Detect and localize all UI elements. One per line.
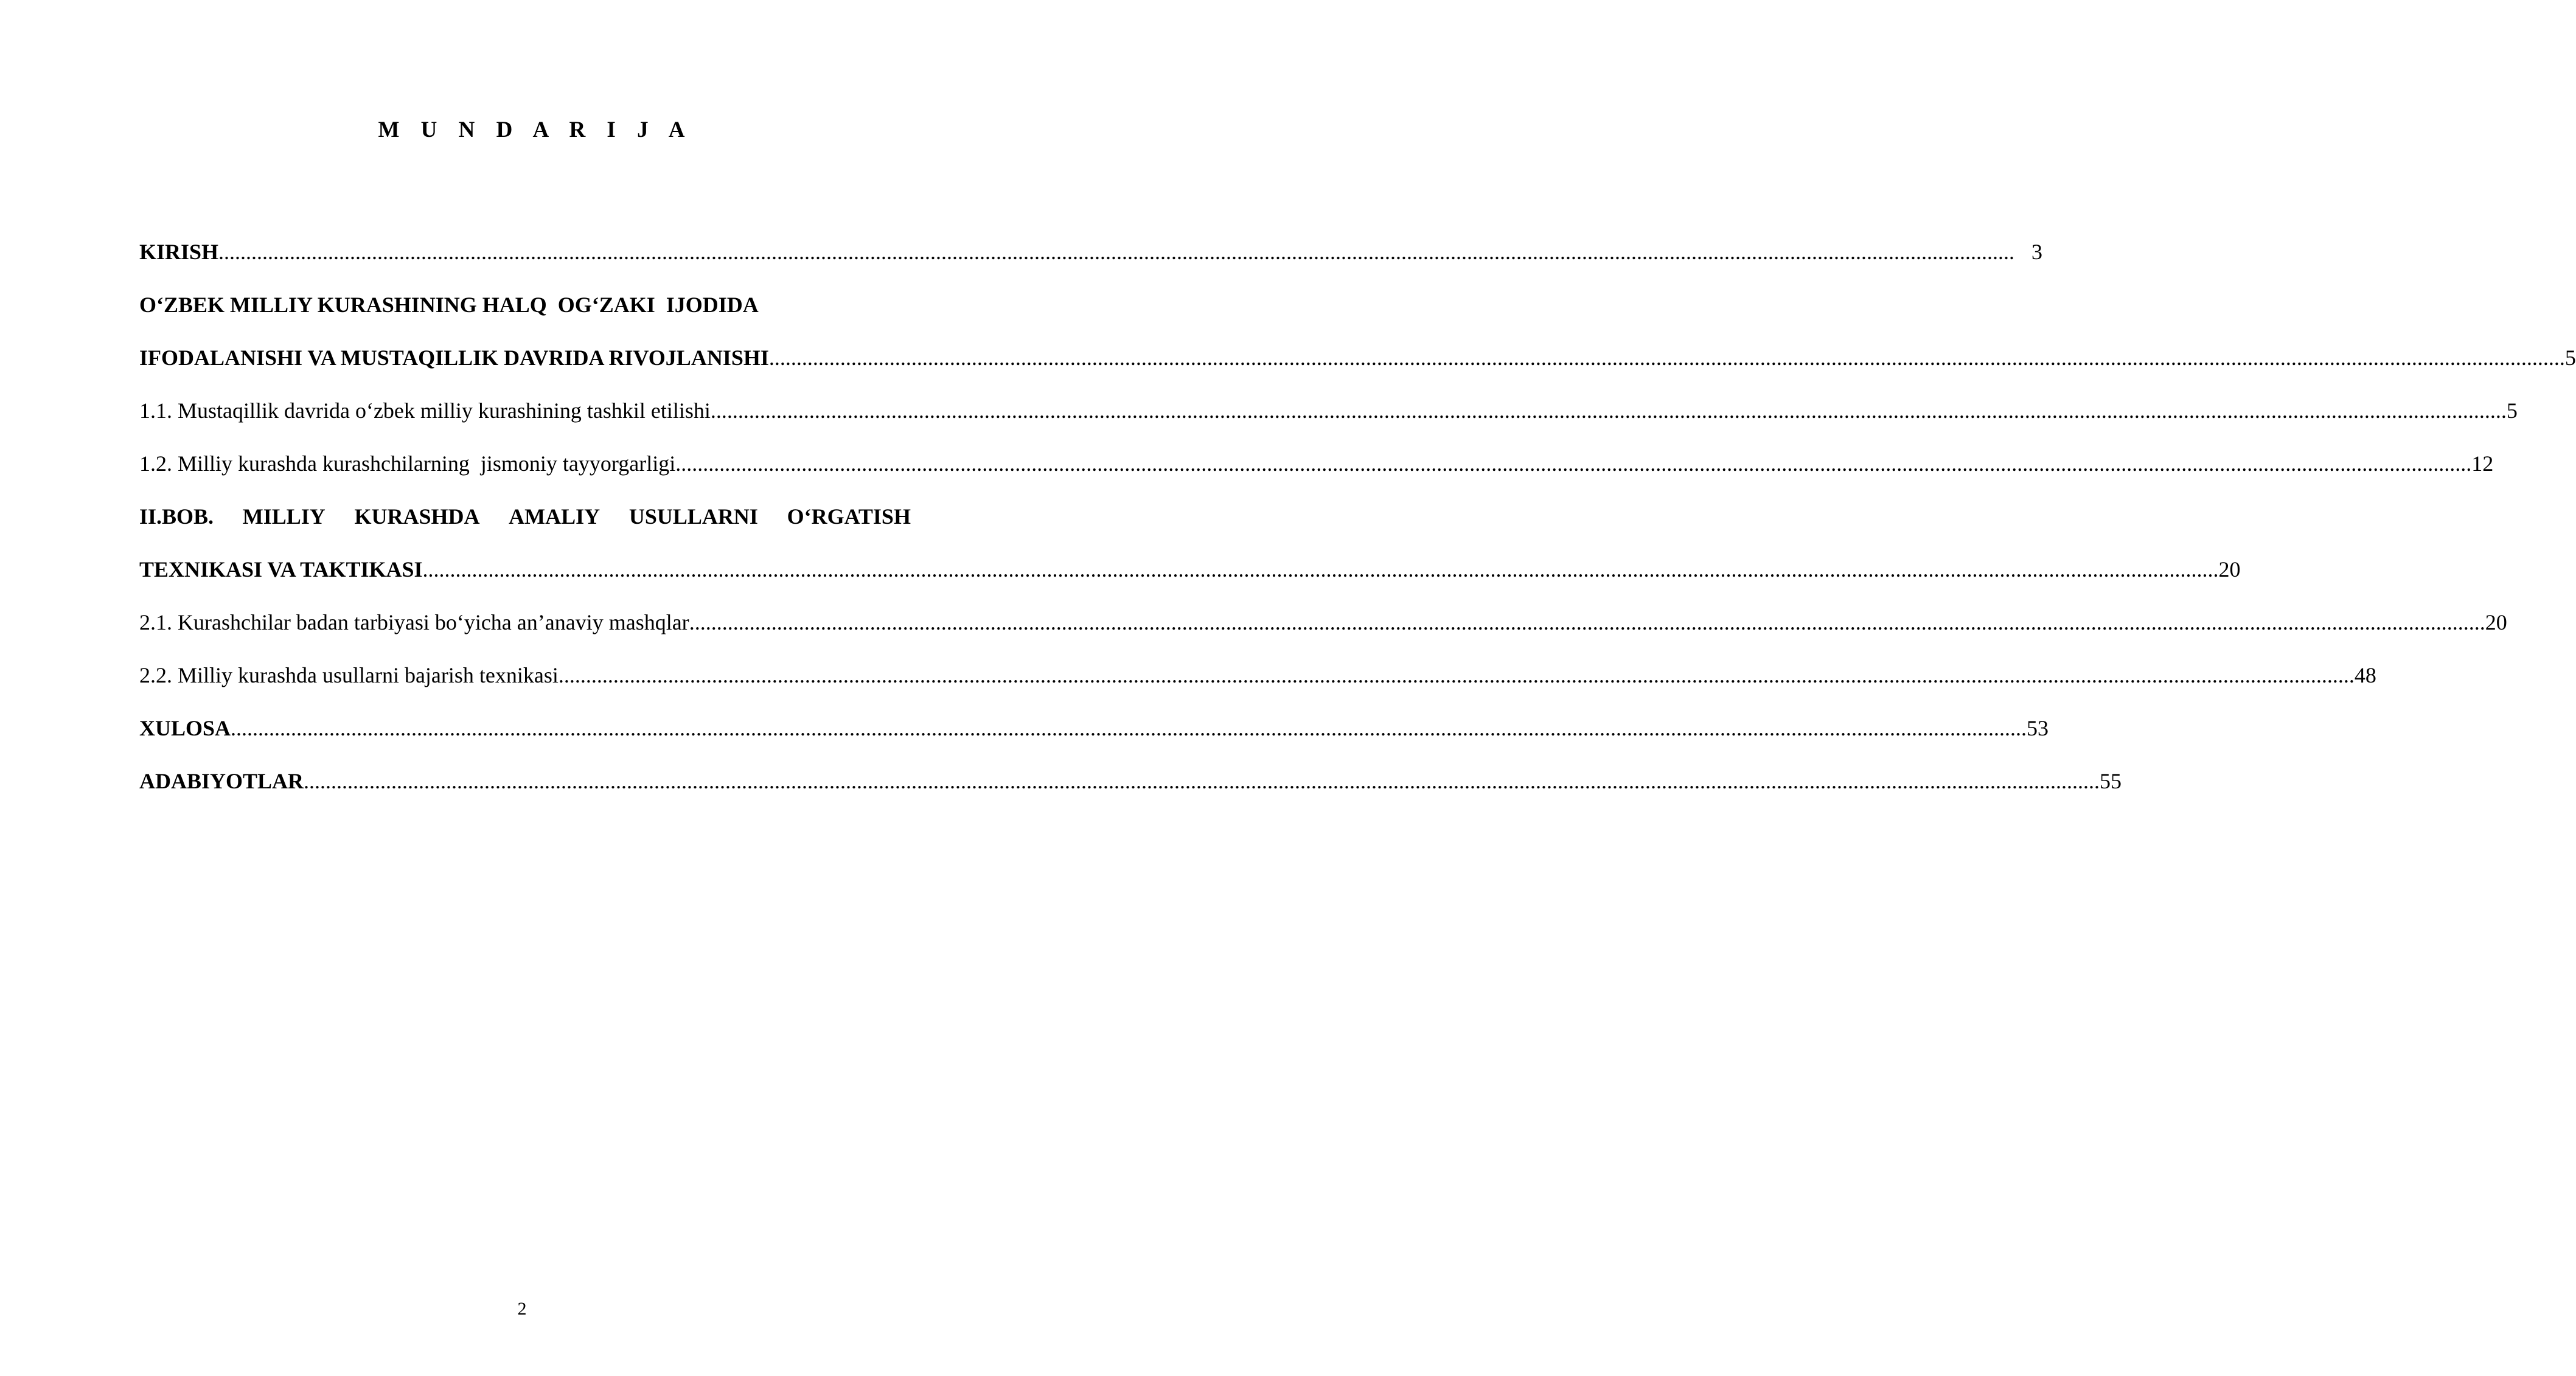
toc-leader-dots: ........................................................................................................................................................................................................................................................................................................................................ [710, 398, 2507, 423]
toc-page-number: 12 [2471, 451, 2494, 476]
toc-entry-text: 1.2. Milliy kurashda kurashchilarning jismoniy tayyorgarligi [139, 451, 676, 476]
toc-word: II.BOB. [139, 504, 214, 529]
toc-word: KURASHDA [354, 504, 480, 529]
toc-entry-text: KIRISH [139, 240, 219, 264]
toc-page-number: 55 [2100, 769, 2122, 793]
toc-entry-text: 2.1. Kurashchilar badan tarbiyasi bo‘yicha an’anaviy mashqlar [139, 610, 689, 634]
table-of-contents [139, 238, 2576, 821]
toc-entry-section-2-2 [139, 662, 2376, 715]
toc-entry-section-2-1 [139, 609, 2507, 662]
page-title: M U N D A R I J A [378, 117, 693, 142]
toc-entry-xulosa [139, 715, 2049, 768]
toc-page-number: 48 [2354, 663, 2376, 687]
toc-entry-text: 1.1. Mustaqillik davrida o‘zbek milliy kurashining tashkil etilishi [139, 398, 711, 423]
toc-word: USULLARNI [628, 504, 758, 529]
toc-leader-dots: ........................................................................................................................................................................................................................................................................................................................................ [768, 346, 2565, 370]
toc-chapter1-line1 [139, 291, 912, 344]
toc-word: MILLIY [242, 504, 325, 529]
page-number: 2 [517, 1299, 527, 1319]
toc-word: O‘RGATISH [787, 504, 911, 529]
toc-page-number: 5 [2564, 346, 2576, 370]
toc-entry-section-1-2 [139, 450, 2494, 503]
toc-page-number: 53 [2027, 716, 2049, 740]
toc-chapter2-line1 [139, 503, 911, 556]
toc-leader-dots: ........................................................................................................................................................................................................................................................................................................................................ [675, 451, 2472, 476]
toc-entry-kirish [139, 238, 2043, 291]
toc-entry-text: XULOSA [139, 716, 231, 740]
toc-entry-text: IFODALANISHI VA MUSTAQILLIK DAVRIDA RIVOJLANISHI [139, 346, 769, 370]
toc-entry-text: TEXNIKASI VA TAKTIKASI [139, 557, 423, 582]
toc-leader-dots: ........................................................................................................................................................................................................................................................................................................................................ [218, 240, 2015, 264]
toc-page-number: 5 [2506, 398, 2518, 423]
toc-entry-adabiyotlar [139, 768, 2122, 821]
toc-entry-text: ADABIYOTLAR [139, 769, 304, 793]
toc-leader-dots: ........................................................................................................................................................................................................................................................................................................................................ [689, 610, 2485, 634]
toc-entry-chapter2 [139, 556, 2241, 609]
toc-entry-section-1-1 [139, 397, 2518, 450]
toc-entry-chapter1 [139, 344, 2576, 397]
toc-leader-dots: ........................................................................................................................................................................................................................................................................................................................................ [422, 557, 2219, 582]
toc-leader-dots: ........................................................................................................................................................................................................................................................................................................................................ [304, 769, 2100, 793]
toc-entry-text: 2.2. Milliy kurashda usullarni bajarish texnikasi [139, 663, 559, 687]
toc-leader-dots: ........................................................................................................................................................................................................................................................................................................................................ [231, 716, 2027, 740]
toc-leader-dots: ........................................................................................................................................................................................................................................................................................................................................ [558, 663, 2355, 687]
toc-page-number: 20 [2485, 610, 2507, 634]
toc-page-number: 20 [2218, 557, 2241, 582]
toc-word: AMALIY [509, 504, 600, 529]
toc-page-number: 3 [2031, 240, 2043, 264]
toc-entry-text: O‘ZBEK MILLIY KURASHINING HALQ OG‘ZAKI IJODIDA [139, 293, 759, 317]
